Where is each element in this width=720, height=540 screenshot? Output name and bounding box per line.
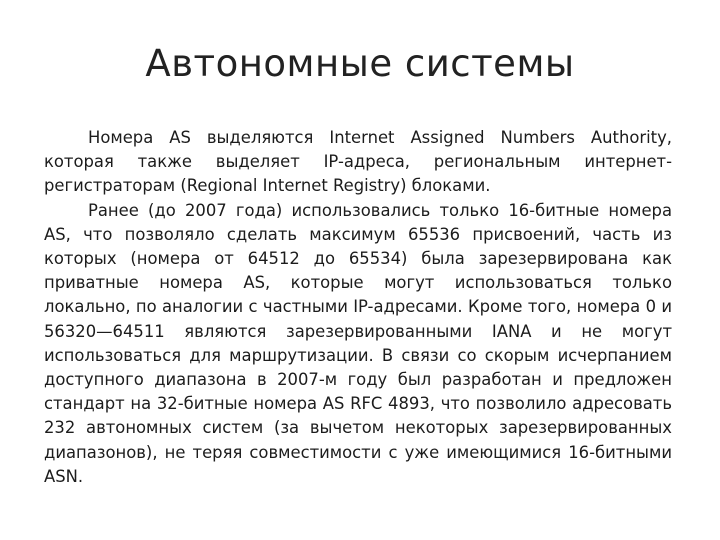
slide-body <box>44 126 672 489</box>
paragraph-as-allocation: Номера AS выделяются Internet Assigned Numbers Authority, которая также выделяет IP-адреса, региональным интернет-регистраторам (Regional Internet Registry) блоками. <box>44 128 672 196</box>
paragraph-as-number-history: Ранее (до 2007 года) использовались только 16-битные номера AS, что позволяло сделать максимум 65536 присвоений, часть из которых (номера от 64512 до 65534) была зарезервирована как приватные номера AS, которые могут использоваться только локально, по аналогии с частными IP-адресами. Кроме того, номера 0 и 56320—64511 являются зарезервированными IANA и не могут использоваться для маршрутизации. В связи со скорым исчерпанием доступного диапазона в 2007-м году был разработан и предложен стандарт на 32-битные номера AS RFC 4893, что позволило адресовать 232 автономных систем (за вычетом некоторых зарезервированных диапазонов), не теряя совместимости с уже имеющимися 16-битными ASN. <box>44 200 672 486</box>
slide-title: Автономные системы <box>145 42 575 85</box>
